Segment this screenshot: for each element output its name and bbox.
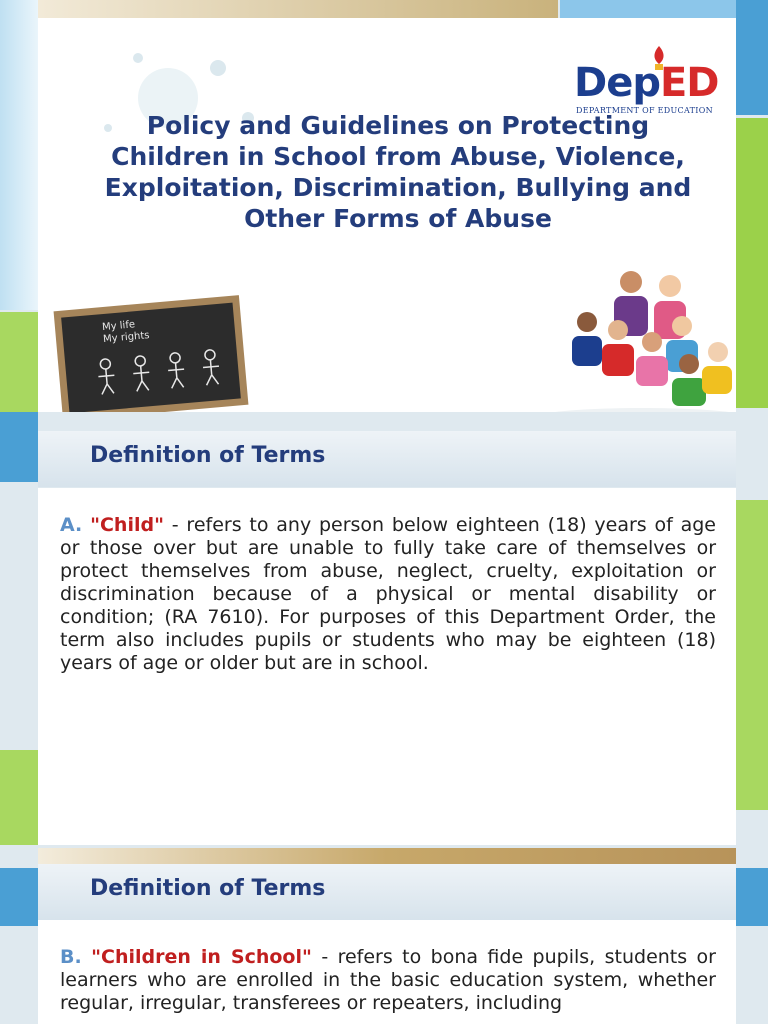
logo-wordmark: DepED bbox=[574, 60, 719, 106]
definition-letter: B. bbox=[60, 946, 82, 968]
chalkboard-text-2: My rights bbox=[102, 330, 150, 346]
left-stripe-blue-2 bbox=[0, 412, 38, 482]
chalkboard-text-1: My life bbox=[101, 319, 136, 334]
top-stripe-blue bbox=[560, 0, 736, 18]
definition-text: - refers to any person below eighteen (18) years of age or those over but are unable to fully take care of themselves or protect themselves from abuse, neglect, cruelty, exploitation or discrimination because of a physical or mental disability or condition; (RA 7610). For purposes of this Department Order, the term also includes pupils or students who may be eighteen (18) years of age or older but are in school. bbox=[60, 514, 716, 674]
right-stripe-blue bbox=[736, 0, 768, 115]
section-title: Definition of Terms bbox=[90, 876, 326, 901]
left-stripe-green bbox=[0, 312, 38, 412]
right-stripe-blue-2 bbox=[736, 868, 768, 926]
definition-a bbox=[60, 514, 716, 675]
children-group-photo bbox=[532, 266, 736, 412]
definition-b bbox=[60, 946, 716, 1015]
left-stripe-blue-3 bbox=[0, 868, 38, 926]
left-stripe-blue bbox=[0, 0, 38, 310]
right-stripe-green-2 bbox=[736, 500, 768, 810]
slide-title: Policy and Guidelines on Protecting Children in School from Abuse, Violence, Exploitation, Discrimination, Bullying and Other Forms of Abuse bbox=[104, 111, 692, 233]
title-slide bbox=[38, 18, 736, 412]
definition-term: "Children in School" bbox=[91, 946, 312, 968]
section-header-1 bbox=[38, 431, 736, 487]
definition-letter: A. bbox=[60, 514, 83, 536]
section-title: Definition of Terms bbox=[90, 443, 326, 468]
stick-figures-drawing bbox=[75, 343, 239, 407]
left-stripe-green-2 bbox=[0, 750, 38, 845]
mid-stripe-tan bbox=[38, 848, 736, 864]
logo-subtitle: DEPARTMENT OF EDUCATION bbox=[576, 106, 713, 115]
right-stripe-green bbox=[736, 118, 768, 408]
deped-logo bbox=[574, 48, 736, 118]
chalkboard-illustration bbox=[54, 295, 249, 412]
definition-text: - refers to bona fide pupils, students or learners who are enrolled in the basic education system, whether regular, irregular, transferees or repeaters, including bbox=[60, 946, 716, 1014]
section-header-2 bbox=[38, 864, 736, 920]
top-stripe-tan bbox=[38, 0, 558, 18]
definition-term: "Child" bbox=[90, 514, 164, 536]
